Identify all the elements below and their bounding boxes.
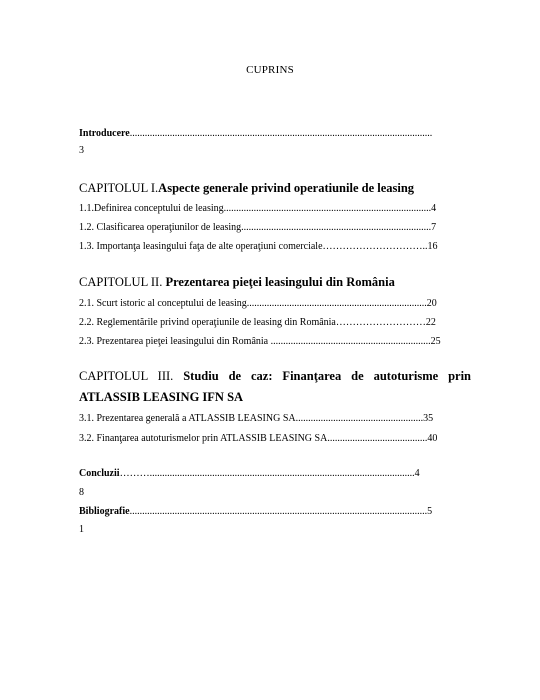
toc-entry-page: 25 bbox=[430, 336, 441, 347]
toc-entry-3-1 bbox=[79, 412, 474, 425]
toc-entry-2-1 bbox=[79, 297, 474, 310]
chapter-prefix: CAPITOLUL II. bbox=[79, 275, 166, 289]
toc-entry-label: 2.2. Reglementările privind operaţiunile de leasing din România bbox=[79, 317, 336, 328]
toc-entry-page: 40 bbox=[427, 433, 438, 444]
toc-entry-label: Introducere bbox=[79, 128, 130, 139]
toc-entry-2-3 bbox=[79, 335, 474, 348]
toc-title: CUPRINS bbox=[246, 64, 294, 76]
toc-entry-label: Concluzii bbox=[79, 468, 120, 479]
chapter-heading-1 bbox=[79, 180, 471, 196]
chapter-heading-3 bbox=[79, 368, 471, 384]
chapter-heading-3-continued: ATLASSIB LEASING IFN SA bbox=[79, 390, 244, 404]
leader-dots: ………………………….. bbox=[322, 241, 428, 252]
toc-entry-label: 3.2. Finanţarea autoturismelor prin ATLASSIB LEASING SA bbox=[79, 433, 328, 444]
toc-entry-conclusions bbox=[79, 467, 474, 480]
leader-dots: ........................................ bbox=[327, 433, 428, 444]
toc-entry-label: 2.1. Scurt istoric al conceptului de leasing bbox=[79, 298, 247, 309]
toc-entry-page-continued: 8 bbox=[79, 487, 84, 498]
toc-entry-label: 3.1. Prezentarea generală a ATLASSIB LEASING SA bbox=[79, 413, 296, 424]
toc-entry-introduction bbox=[79, 127, 474, 140]
chapter-heading-2 bbox=[79, 274, 471, 290]
leader-dots: ........................................................................ bbox=[246, 298, 427, 309]
toc-entry-label: 1.1.Definirea conceptului de leasing bbox=[79, 203, 224, 214]
leader-dots: ................................................... bbox=[295, 413, 424, 424]
leader-dots: ............................................................................ bbox=[241, 222, 432, 233]
toc-entry-3-2 bbox=[79, 432, 474, 445]
toc-entry-page: 20 bbox=[426, 298, 437, 309]
toc-entry-page: 4 bbox=[414, 468, 420, 479]
chapter-title: Studiu de caz: Finanţarea de autoturisme prin bbox=[183, 369, 471, 383]
toc-entry-label: 1.2. Clasificarea operaţiunilor de leasing bbox=[79, 222, 242, 233]
toc-entry-label: 2.3. Prezentarea pieţei leasingului din România bbox=[79, 336, 271, 347]
toc-entry-2-2 bbox=[79, 316, 474, 329]
chapter-prefix: CAPITOLUL I. bbox=[79, 181, 159, 195]
toc-entry-page: 22 bbox=[425, 317, 436, 328]
leader-dots: ....................................................................................................................... bbox=[129, 506, 428, 517]
leader-dots: ......................................................................................................................... bbox=[129, 128, 433, 139]
toc-entry-page: 16 bbox=[427, 241, 438, 252]
chapter-title: Aspecte generale privind operatiunile de leasing bbox=[158, 181, 415, 195]
toc-entry-page: 35 bbox=[423, 413, 434, 424]
toc-entry-label: Bibliografie bbox=[79, 506, 130, 517]
toc-entry-page: 3 bbox=[79, 145, 84, 156]
toc-entry-page-continued: 1 bbox=[79, 524, 84, 535]
toc-entry-page: 7 bbox=[431, 222, 437, 233]
leader-dots: ................................................................................... bbox=[223, 203, 432, 214]
toc-entry-page: 5 bbox=[427, 506, 433, 517]
toc-entry-1-2 bbox=[79, 221, 474, 234]
toc-entry-label: 1.3. Importanţa leasingului faţa de alte operaţiuni comerciale bbox=[79, 241, 323, 252]
toc-entry-1-1 bbox=[79, 202, 474, 215]
toc-entry-page: 4 bbox=[431, 203, 437, 214]
leader-dots: ……………………… bbox=[335, 317, 426, 328]
toc-entry-bibliography bbox=[79, 505, 474, 518]
leader-dots: ……….......................................................................................................... bbox=[119, 468, 415, 479]
chapter-prefix: CAPITOLUL III. bbox=[79, 369, 184, 383]
toc-entry-1-3 bbox=[79, 240, 474, 253]
leader-dots: ................................................................ bbox=[270, 336, 431, 347]
chapter-title: Prezentarea pieţei leasingului din România bbox=[165, 275, 395, 289]
